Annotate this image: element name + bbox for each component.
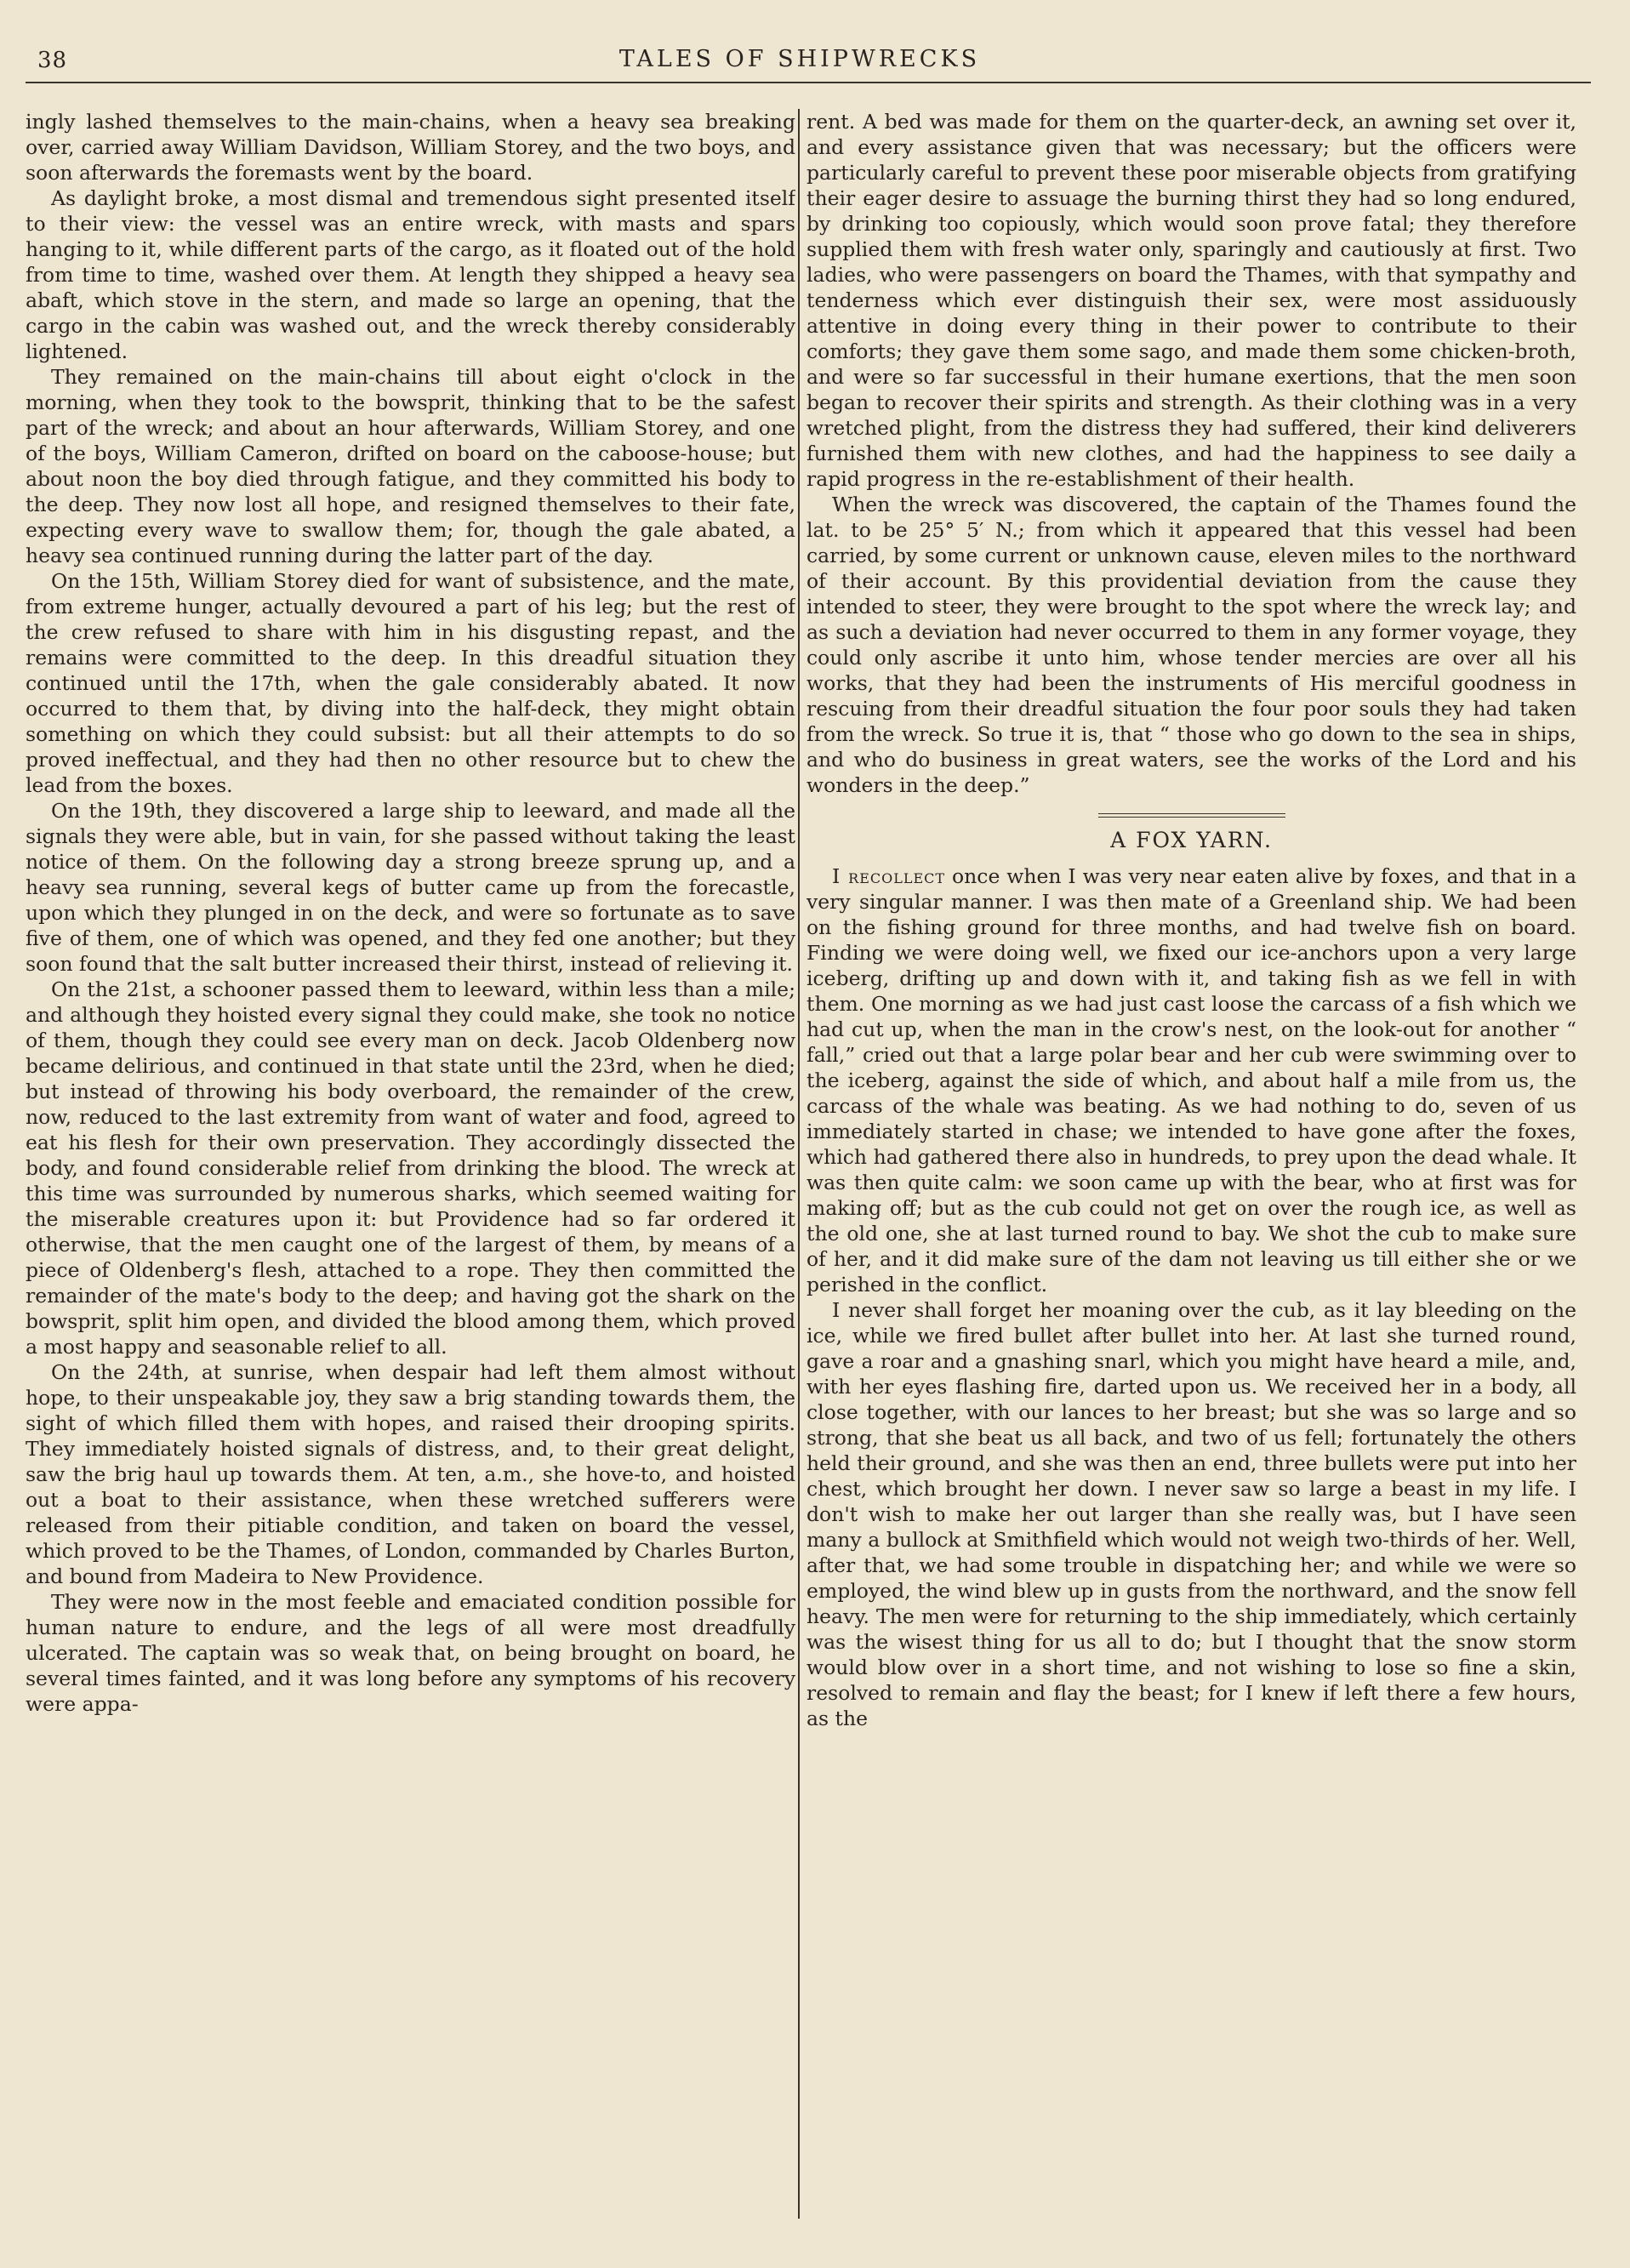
right-column <box>806 109 1576 2219</box>
paragraph: rent. A bed was made for them on the quarter-deck, an awning set over it, and every assistance given that was necessary; but the officers were particularly careful to prevent these poor miserable objects from gratifying their eager desire to assuage the burning thirst they had so long endured, by drinking too copiously, which would soon prove fatal; they therefore supplied them with fresh water only, sparingly and cautiously at first. Two ladies, who were passengers on board the Thames, with that sympathy and tenderness which ever distinguish their sex, were most assiduously attentive in doing every thing in their power to contribute to their comforts; they gave them some sago, and made them some chicken-broth, and were so far successful in their humane exertions, that the men soon began to recover their spirits and strength. As their clothing was in a very wretched plight, from the distress they had suffered, their kind deliverers furnished them with new clothes, and had the happiness to see daily a rapid progress in the re-establishment of their health. <box>806 110 1576 491</box>
paragraph: I never shall forget her moaning over the cub, as it lay bleeding on the ice, while we fired bullet after bullet into her. At last she turned round, gave a roar and a gnashing snarl, which you might have heard a mile, and, with her eyes flashing fire, darted upon us. We received her in a body, all close together, with our lances to her breast; but she was so large and so strong, that she beat us all back, and two of us fell; fortunately the others held their ground, and she was then an end, three bullets were put into her chest, which brought her down. I never saw so large a beast in my life. I don't wish to make her out larger than she really was, but I have seen many a bullock at Smithfield which would not weigh two-thirds of her. Well, after that, we had some trouble in dispatching her; and while we were so employed, the wind blew up in gusts from the northward, and the snow fell heavy. The men were for returning to the ship immediately, which certainly was the wisest thing for us all to do; but I thought that the snow storm would blow over in a short time, and not wishing to lose so fine a skin, resolved to remain and flay the beast; for I knew if left there a few hours, as the <box>806 1298 1576 1730</box>
paragraph: As daylight broke, a most dismal and tremendous sight presented itself to their view: the vessel was an entire wreck, with masts and spars hanging to it, while different parts of the cargo, as it floated out of the hold from time to time, washed over them. At length they shipped a heavy sea abaft, which stove in the stern, and made so large an opening, that the cargo in the cabin was washed out, and the wreck thereby considerably lightened. <box>26 186 795 363</box>
section-title: A FOX YARN. <box>1110 828 1273 852</box>
paragraph: On the 24th, at sunrise, when despair had left them almost without hope, to their unspeakable joy, they saw a brig standing towards them, the sight of which filled them with hopes, and raised their drooping spirits. They immediately hoisted signals of distress, and, to their great delight, saw the brig haul up towards them. At ten, a.m., she hove-to, and hoisted out a boat to their assistance, when these wretched sufferers were released from their pitiable condition, and taken on board the vessel, which proved to be the Thames, of London, commanded by Charles Burton, and bound from Madeira to New Providence. <box>26 1360 795 1588</box>
fox-first-paragraph <box>806 863 1576 1297</box>
column-divider <box>798 109 800 2219</box>
running-head <box>34 41 1565 75</box>
paragraph: ingly lashed themselves to the main-chains, when a heavy sea breaking over, carried away William Davidson, William Storey, and the two boys, and soon afterwards the foremasts went by the board. <box>26 110 795 185</box>
page-number: 38 <box>37 48 68 73</box>
fox-first-rest: once when I was very near eaten alive by foxes, and that in a very singular manner. I was then mate of a Greenland ship. We had been on the fishing ground for three months, and had twelve fish on board. Finding we were doing well, we fixed our ice-anchors upon a very large iceberg, drifting up and down with it, and taking fish as we fell in with them. One morning as we had just cast loose the carcass of a fish which we had cut up, when the man in the crow's nest, on the look-out for another “ fall,” cried out that a large polar bear and her cub were swimming over to the iceberg, against the side of which, and about half a mile from us, the carcass of the whale was beating. As we had nothing to do, seven of us immediately started in chase; we intended to have gone after the foxes, which had gathered there also in hundreds, to prey upon the dead whale. It was then quite calm: we soon came up with the bear, who at first was for making off; but as the cub could not get on over the rough ice, as well as the old one, she at last turned round to bay. We shot the cub to make sure of her, and it did make sure of the dam not leaving us till either she or we perished in the conflict. <box>806 864 1576 1296</box>
section-divider <box>1098 813 1285 818</box>
running-title: TALES OF SHIPWRECKS <box>618 46 981 72</box>
paragraph: They were now in the most feeble and emaciated condition possible for human nature to endure, and the legs of all were most dreadfully ulcerated. The captain was so weak that, on being brought on board, he several times fainted, and it was long before any symptoms of his recovery were appa- <box>26 1590 795 1716</box>
paragraph: On the 15th, William Storey died for want of subsistence, and the mate, from extreme hunger, actually devoured a part of his leg; but the rest of the crew refused to share with him in his disgusting repast, and the remains were committed to the deep. In this dreadful situation they continued until the 17th, when the gale considerably abated. It now occurred to them that, by diving into the half-deck, they might obtain something on which they could subsist: but all their attempts to do so proved ineffectual, and they had then no other resource but to chew the lead from the boxes. <box>26 569 795 797</box>
paragraph: On the 19th, they discovered a large ship to leeward, and made all the signals they were able, but in vain, for she passed without taking the least notice of them. On the following day a strong breeze sprung up, and a heavy sea running, several kegs of butter came up from the forecastle, upon which they plunged in on the deck, and were so fortunate as to save five of them, one of which was opened, and they fed one another; but they soon found that the salt butter increased their thirst, instead of relieving it. <box>26 799 795 976</box>
paragraph: They remained on the main-chains till about eight o'clock in the morning, when they took to the bowsprit, thinking that to be the safest part of the wreck; and about an hour afterwards, William Storey, and one of the boys, William Cameron, drifted on board on the caboose-house; but about noon the boy died through fatigue, and they committed his body to the deep. They now lost all hope, and resigned themselves to their fate, expecting every wave to swallow them; for, though the gale abated, a heavy sea continued running during the latter part of the day. <box>26 365 795 567</box>
header-rule <box>26 82 1591 83</box>
paragraph: When the wreck was discovered, the captain of the Thames found the lat. to be 25° 5′ N.; from which it appeared that this vessel had been carried, by some current or unknown cause, eleven miles to the northward of their account. By this providential deviation from the cause they intended to steer, they were brought to the spot where the wreck lay; and as such a deviation had never occurred to them in any former voyage, they could only ascribe it unto him, whose tender mercies are over all his works, that they had been the instruments of His merciful goodness in rescuing from their dreadful situation the four poor souls they had taken from the wreck. So true it is, that “ those who go down to the sea in ships, and who do business in great waters, see the works of the Lord and his wonders in the deep.” <box>806 493 1576 797</box>
lead-caps: I recollect <box>832 864 946 888</box>
paragraph: On the 21st, a schooner passed them to leeward, within less than a mile; and although they hoisted every signal they could make, she took no notice of them, though they could see every man on deck. Jacob Oldenberg now became delirious, and continued in that state until the 23rd, when he died; but instead of throwing his body overboard, the remainder of the crew, now, reduced to the last extremity from want of water and food, agreed to eat his flesh for their own preservation. They accordingly dissected the body, and found considerable relief from drinking the blood. The wreck at this time was surrounded by numerous sharks, which seemed waiting for the miserable creatures upon it: but Providence had so far ordered it otherwise, that the men caught one of the largest of them, by means of a piece of Oldenberg's flesh, attached to a rope. They then committed the remainder of the mate's body to the deep; and having got the shark on the bowsprit, split him open, and divided the blood among them, which proved a most happy and seasonable relief to all. <box>26 977 795 1359</box>
left-column <box>26 109 795 2219</box>
